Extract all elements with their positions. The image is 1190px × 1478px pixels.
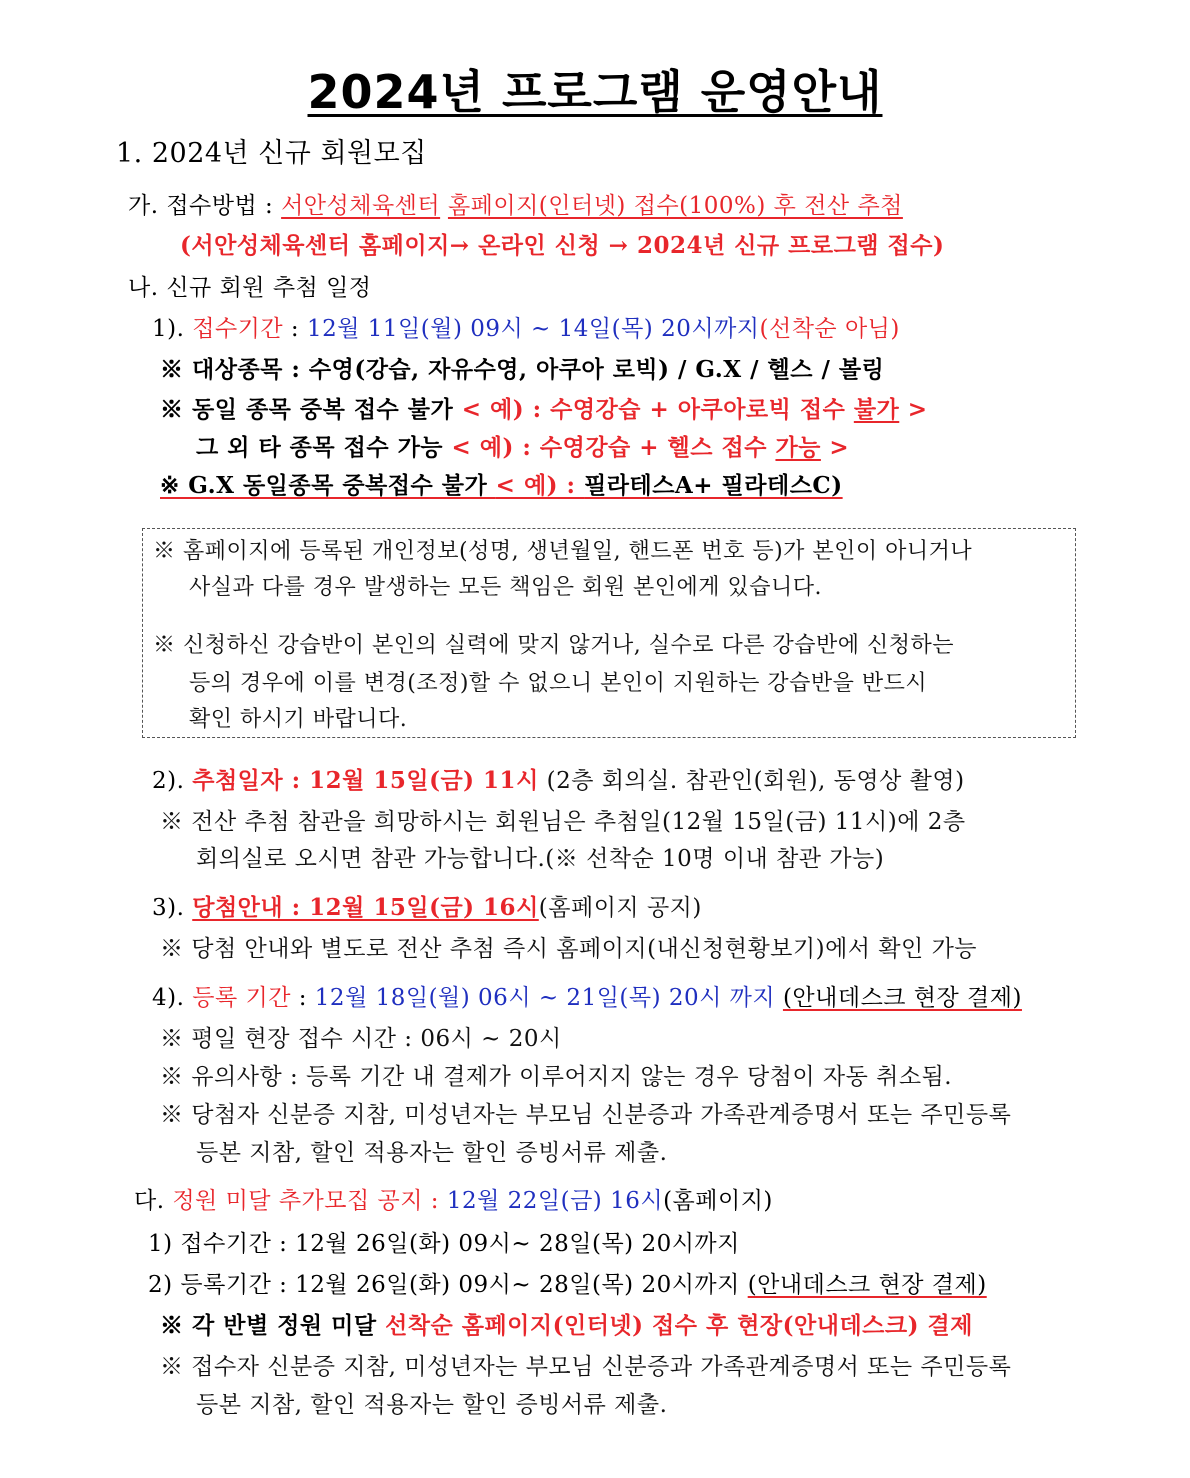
target-programs: ※ 대상종목 : 수영(강습, 자유수영, 아쿠아 로빅) / G.X / 헬스 / 볼링 [160, 356, 885, 383]
additional-registration-period: 2) 등록기간 : 12월 26일(화) 09시~ 28일(목) 20시까지 (안내데스크 현장 결제) [148, 1272, 987, 1298]
lottery-note-line-2: 회의실로 오시면 참관 가능합니다.(※ 선착순 10명 이내 참관 가능) [196, 846, 885, 872]
notice-1-line-2: 사실과 다를 경우 발생하는 모든 책임은 회원 본인에게 있습니다. [189, 575, 822, 600]
gx-duplicate-rule: ※ G.X 동일종목 중복접수 불가 < 예) : 필라테스A+ 필라테스C) [160, 472, 843, 499]
lottery-date-line: 2). 추첨일자 : 12월 15일(금) 11시 (2층 회의실. 참관인(회원), 동영상 촬영) [152, 767, 965, 794]
notice-2-line-2: 등의 경우에 이를 변경(조정)할 수 없으니 본인이 지원하는 강습반을 반드시 [189, 671, 928, 696]
duplicate-rule-1: ※ 동일 종목 중복 접수 불가 < 예) : 수영강습 + 아쿠아로빅 접수 불가 > [160, 396, 928, 423]
registration-note-2: ※ 유의사항 : 등록 기간 내 결제가 이루어지지 않는 경우 당첨이 자동 취소됨. [160, 1064, 953, 1090]
notice-box [142, 528, 1076, 738]
registration-period-line: 4). 등록 기간 : 12월 18일(월) 06시 ~ 21일(목) 20시 까지 (안내데스크 현장 결제) [152, 985, 1022, 1011]
additional-note-line-2: 등본 지참, 할인 적용자는 할인 증빙서류 제출. [196, 1392, 668, 1418]
winner-notice-line: 3). 당첨안내 : 12월 15일(금) 16시(홈페이지 공지) [152, 894, 702, 921]
section1-heading: 1. 2024년 신규 회원모집 [116, 138, 427, 169]
center-name: 서안성체육센터 [281, 193, 441, 219]
reception-path: (서안성체육센터 홈페이지→ 온라인 신청 → 2024년 신규 프로그램 접수) [180, 232, 945, 259]
notice-2-line-3: 확인 하시기 바랍니다. [189, 707, 408, 732]
winner-notice-note: ※ 당첨 안내와 별도로 전산 추첨 즉시 홈페이지(내신청현황보기)에서 확인 가능 [160, 936, 978, 962]
lottery-schedule-heading: 나. 신규 회원 추첨 일정 [128, 275, 372, 301]
reception-method-line: 가. 접수방법 : 서안성체육센터 홈페이지(인터넷) 접수(100%) 후 전산 추첨 [128, 193, 903, 219]
method-detail: 홈페이지(인터넷) 접수(100%) 후 전산 추첨 [447, 193, 903, 219]
reception-period-line: 1). 접수기간 : 12월 11일(월) 09시 ~ 14일(목) 20시까지(선착순 아님) [152, 316, 900, 342]
notice-1-line-1: ※ 홈페이지에 등록된 개인정보(성명, 생년월일, 핸드폰 번호 등)가 본인이 아니거나 [153, 539, 973, 564]
duplicate-rule-2: 그 외 타 종목 접수 가능 < 예) : 수영강습 + 헬스 접수 가능 > [196, 434, 850, 461]
additional-note-line-1: ※ 접수자 신분증 지참, 미성년자는 부모님 신분증과 가족관계증명서 또는 주민등록 [160, 1354, 1012, 1380]
additional-reception-period: 1) 접수기간 : 12월 26일(화) 09시~ 28일(목) 20시까지 [148, 1231, 740, 1257]
additional-recruit-line: 다. 정원 미달 추가모집 공지 : 12월 22일(금) 16시(홈페이지) [134, 1188, 773, 1214]
lottery-note-line-1: ※ 전산 추첨 참관을 희망하시는 회원님은 추첨일(12월 15일(금) 11시)에 2층 [160, 809, 966, 835]
notice-2-line-1: ※ 신청하신 강습반이 본인의 실력에 맞지 않거나, 실수로 다른 강습반에 신청하는 [153, 633, 954, 658]
page-title: 2024년 프로그램 운영안내 [307, 65, 883, 119]
additional-rule: ※ 각 반별 정원 미달 선착순 홈페이지(인터넷) 접수 후 현장(안내데스크) 결제 [160, 1312, 973, 1339]
registration-note-1: ※ 평일 현장 접수 시간 : 06시 ~ 20시 [160, 1026, 562, 1052]
registration-note-3-line-2: 등본 지참, 할인 적용자는 할인 증빙서류 제출. [196, 1140, 668, 1166]
registration-note-3-line-1: ※ 당첨자 신분증 지참, 미성년자는 부모님 신분증과 가족관계증명서 또는 주민등록 [160, 1102, 1012, 1128]
